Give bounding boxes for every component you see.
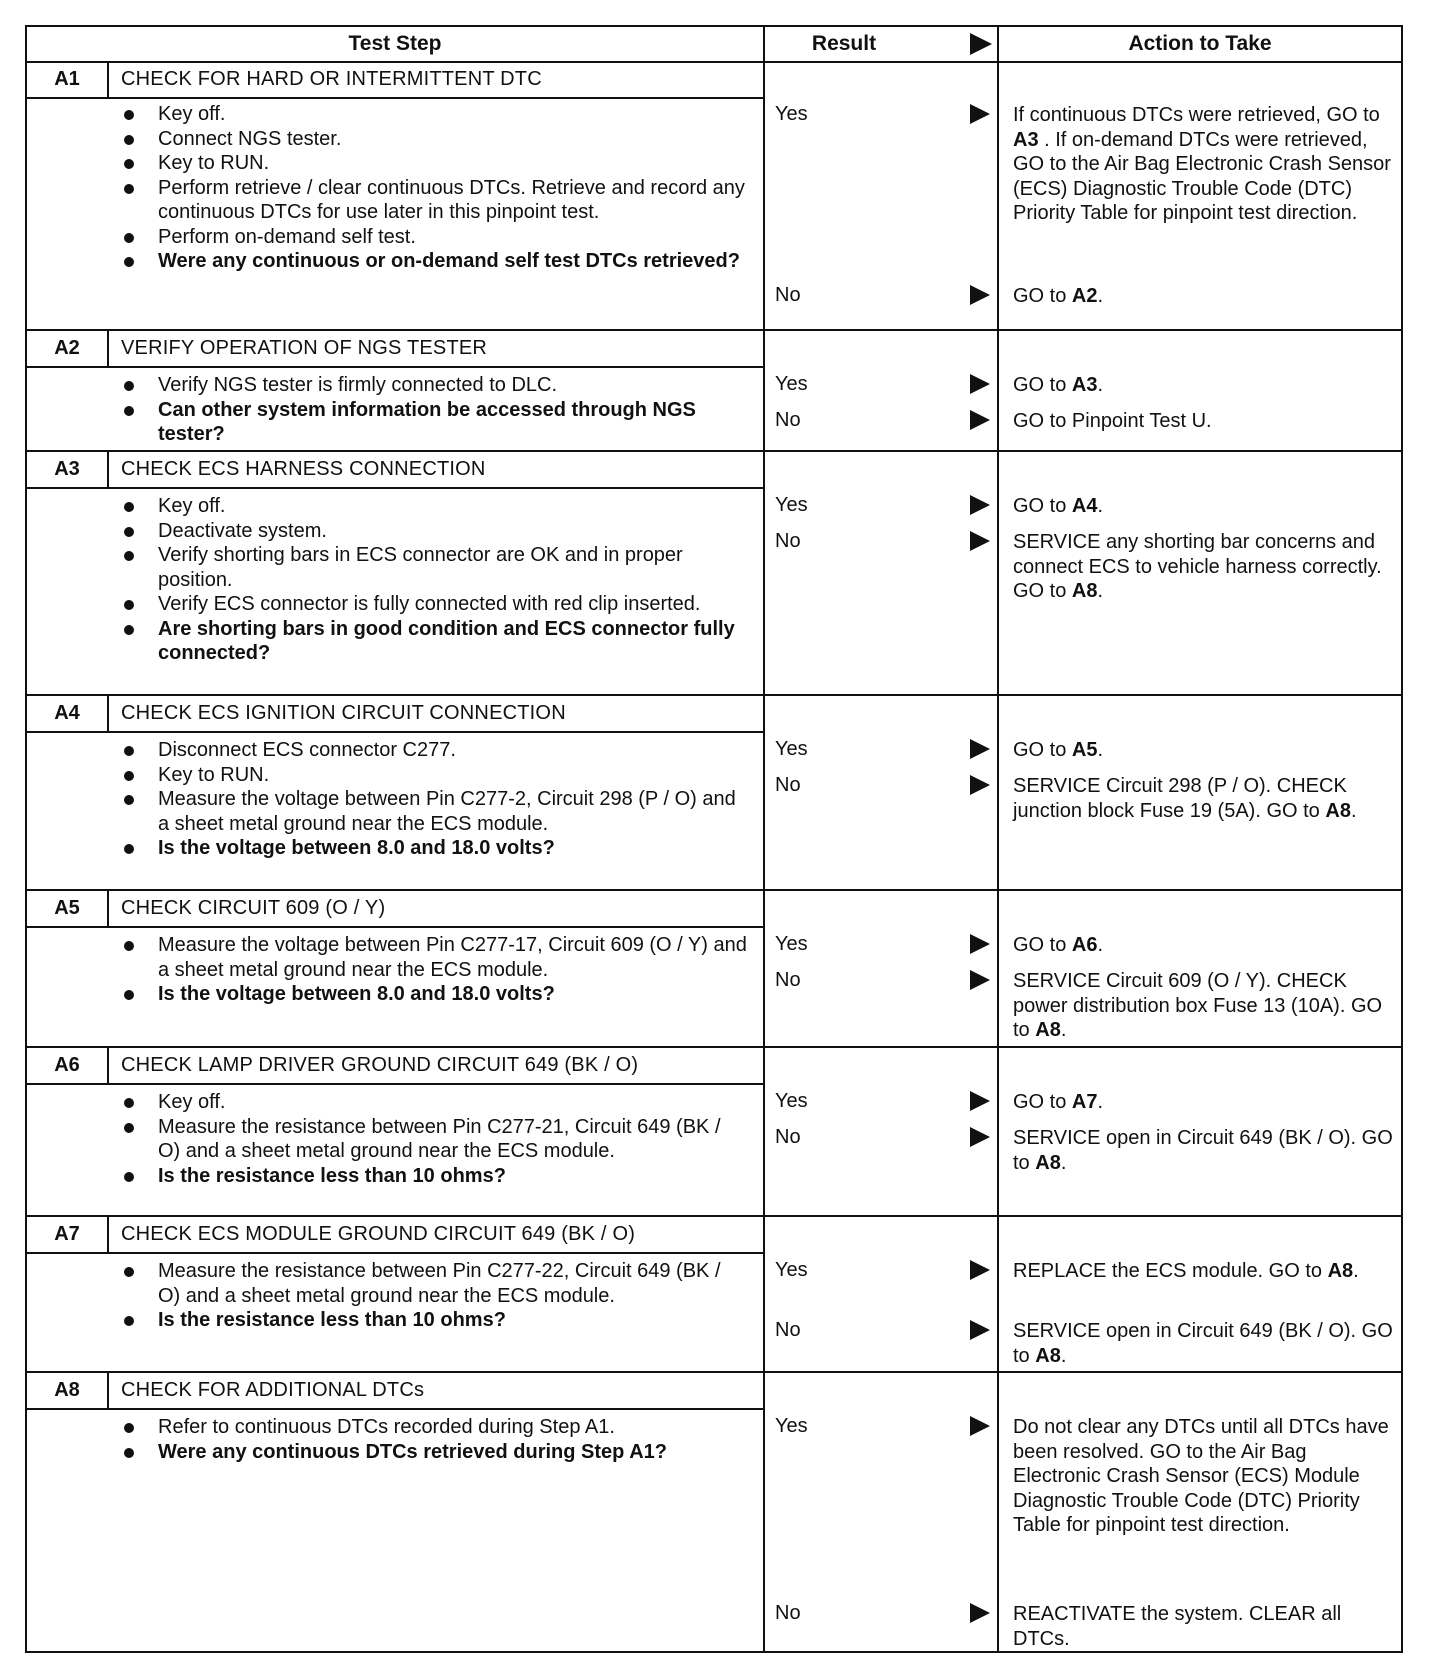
action-segment: A6 [1071, 934, 1098, 956]
result-arrow-icon [970, 495, 990, 515]
step-title: CHECK ECS HARNESS CONNECTION [121, 458, 486, 480]
result-no: No [775, 969, 801, 991]
step-checklist [118, 102, 748, 274]
action-text [1013, 530, 1393, 604]
checklist-item [118, 592, 748, 617]
action-segment: . [1060, 1344, 1067, 1367]
action-segment: . [1350, 799, 1357, 822]
bullet-icon [124, 135, 134, 145]
result-arrow-icon [970, 1603, 990, 1623]
bullet-icon [124, 1423, 134, 1433]
action-segment: . [1060, 1019, 1067, 1041]
action-segment: . [1097, 285, 1104, 307]
checklist-item [118, 519, 748, 544]
checklist-item-text: Measure the resistance between Pin C277-22, Circuit 649 (BK / O) and a sheet metal ground near the ECS module. [158, 1260, 721, 1307]
checklist-item [118, 1440, 748, 1465]
action-segment: A7 [1071, 1091, 1098, 1113]
checklist-item-text: Measure the voltage between Pin C277-17, Circuit 609 (O / Y) and a sheet metal ground near the ECS module. [158, 934, 747, 981]
action-text [1013, 1319, 1393, 1368]
bullet-icon [124, 184, 134, 194]
bullet-icon [124, 551, 134, 561]
bullet-icon [124, 159, 134, 169]
checklist-item [118, 933, 748, 982]
checklist-item-text: Were any continuous DTCs retrieved during Step A1? [158, 1440, 667, 1463]
checklist-item [118, 151, 748, 176]
action-segment: SERVICE Circuit 609 (O / Y). CHECK power distribution box Fuse 13 (10A). GO to [1013, 970, 1383, 1041]
step-id: A8 [54, 1379, 80, 1401]
step-title: CHECK CIRCUIT 609 (O / Y) [121, 897, 386, 919]
step-title: CHECK ECS MODULE GROUND CIRCUIT 649 (BK / O) [121, 1223, 636, 1245]
result-arrow-icon [970, 1320, 990, 1340]
checklist-item-text: Measure the voltage between Pin C277-2, Circuit 298 (P / O) and a sheet metal ground near the ECS module. [158, 788, 736, 835]
checklist-item-text: Connect NGS tester. [158, 127, 342, 150]
step-checklist [118, 373, 748, 447]
checklist-item-text: Verify NGS tester is firmly connected to DLC. [158, 374, 558, 396]
checklist-item [118, 1308, 748, 1333]
action-text [1013, 494, 1393, 519]
result-arrow-icon [970, 934, 990, 954]
checklist-item-text: Can other system information be accessed through NGS tester? [158, 398, 696, 445]
checklist-item [118, 617, 748, 666]
result-no: No [775, 284, 801, 306]
action-text [1013, 103, 1393, 226]
checklist-item [118, 494, 748, 519]
action-segment: . [1097, 934, 1104, 956]
checklist-item-text: Measure the resistance between Pin C277-21, Circuit 649 (BK / O) and a sheet metal ground near the ECS module. [158, 1115, 721, 1162]
result-yes: Yes [775, 933, 808, 955]
step-title: CHECK LAMP DRIVER GROUND CIRCUIT 649 (BK / O) [121, 1054, 639, 1076]
checklist-item-text: Key to RUN. [158, 763, 270, 786]
result-arrow-icon [970, 531, 990, 551]
checklist-item [118, 373, 748, 398]
action-segment: GO to Pinpoint Test U. [1013, 410, 1212, 432]
action-segment: A8 [1071, 580, 1098, 602]
action-segment: A5 [1071, 739, 1098, 761]
step-id: A7 [54, 1223, 80, 1245]
bullet-icon [124, 233, 134, 243]
result-no: No [775, 1602, 801, 1624]
action-segment: A2 [1071, 285, 1098, 307]
step-checklist [118, 1259, 748, 1333]
checklist-item [118, 102, 748, 127]
bullet-icon [124, 746, 134, 756]
result-no: No [775, 1126, 801, 1148]
action-text [1013, 1126, 1393, 1175]
step-title: VERIFY OPERATION OF NGS TESTER [121, 337, 488, 359]
bullet-icon [124, 990, 134, 1000]
result-no: No [775, 409, 801, 431]
step-id: A1 [54, 68, 80, 90]
action-segment: REACTIVATE the system. CLEAR all DTCs. [1013, 1603, 1342, 1650]
action-text [1013, 409, 1393, 434]
checklist-item [118, 738, 748, 763]
result-no: No [775, 774, 801, 796]
step-id: A6 [54, 1054, 80, 1076]
action-segment: A3 [1013, 128, 1039, 151]
action-segment: SERVICE open in Circuit 649 (BK / O). GO to [1013, 1320, 1393, 1367]
action-segment: SERVICE open in Circuit 649 (BK / O). GO to [1013, 1127, 1393, 1174]
bullet-icon [124, 844, 134, 854]
checklist-item [118, 982, 748, 1007]
action-segment: A8 [1325, 799, 1351, 822]
step-title: CHECK ECS IGNITION CIRCUIT CONNECTION [121, 702, 566, 724]
action-text [1013, 284, 1393, 309]
result-yes: Yes [775, 1259, 808, 1281]
action-segment: If continuous DTCs were retrieved, GO to [1013, 104, 1380, 126]
action-segment: GO to [1013, 495, 1072, 517]
result-no: No [775, 530, 801, 552]
checklist-item [118, 1415, 748, 1440]
result-arrow-icon [970, 739, 990, 759]
checklist-item-text: Is the resistance less than 10 ohms? [158, 1309, 506, 1331]
action-text [1013, 1090, 1393, 1115]
result-yes: Yes [775, 103, 808, 125]
checklist-item [118, 1259, 748, 1308]
action-text [1013, 969, 1393, 1043]
action-segment: A8 [1327, 1260, 1354, 1282]
action-segment: GO to [1013, 374, 1072, 396]
checklist-item-text: Key off. [158, 1091, 226, 1113]
action-segment: A8 [1035, 1019, 1061, 1041]
checklist-item-text: Refer to continuous DTCs recorded during Step A1. [158, 1416, 615, 1438]
action-text [1013, 933, 1393, 958]
step-id: A3 [54, 458, 80, 480]
result-arrow-icon [970, 1260, 990, 1280]
step-id: A5 [54, 897, 80, 919]
action-segment: A3 [1071, 374, 1098, 396]
bullet-icon [124, 1123, 134, 1133]
action-text [1013, 774, 1393, 823]
checklist-item-text: Verify ECS connector is fully connected with red clip inserted. [158, 593, 701, 615]
checklist-item-text: Were any continuous or on-demand self test DTCs retrieved? [158, 250, 740, 272]
action-segment: GO to [1013, 739, 1072, 761]
action-segment: A8 [1035, 1151, 1061, 1174]
bullet-icon [124, 1448, 134, 1458]
bullet-icon [124, 502, 134, 512]
step-id: A4 [54, 702, 80, 724]
bullet-icon [124, 527, 134, 537]
bullet-icon [124, 600, 134, 610]
checklist-item [118, 1090, 748, 1115]
step-title: CHECK FOR HARD OR INTERMITTENT DTC [121, 68, 542, 90]
action-segment: . [1097, 580, 1104, 602]
result-arrow-icon [970, 374, 990, 394]
result-arrow-icon [970, 285, 990, 305]
action-segment: . If on-demand DTCs were retrieved, GO to the Air Bag Electronic Crash Sensor (ECS) Diagnostic Trouble Code (DTC) Priority Table for pinpoint test direction. [1013, 128, 1391, 224]
bullet-icon [124, 381, 134, 391]
step-id: A2 [54, 337, 80, 359]
header-test-step: Test Step [348, 32, 442, 55]
result-yes: Yes [775, 738, 808, 760]
action-segment: REPLACE the ECS module. GO to [1013, 1260, 1328, 1282]
action-segment: . [1353, 1260, 1359, 1282]
checklist-item-text: Perform retrieve / clear continuous DTCs. Retrieve and record any continuous DTCs for use later in this pinpoint test. [158, 176, 745, 223]
action-segment: A4 [1071, 495, 1098, 517]
action-segment: Do not clear any DTCs until all DTCs have been resolved. GO to the Air Bag Electronic Crash Sensor (ECS) Module Diagnostic Trouble Code (DTC) Priority Table for pinpoint test direction. [1013, 1416, 1389, 1536]
action-text [1013, 738, 1393, 763]
bullet-icon [124, 941, 134, 951]
bullet-icon [124, 1098, 134, 1108]
action-segment: GO to [1013, 934, 1072, 956]
checklist-item-text: Verify shorting bars in ECS connector are OK and in proper position. [158, 544, 683, 591]
action-segment: SERVICE Circuit 298 (P / O). CHECK junction block Fuse 19 (5A). GO to [1013, 775, 1347, 822]
bullet-icon [124, 257, 134, 267]
step-title: CHECK FOR ADDITIONAL DTCs [121, 1379, 425, 1401]
result-arrow-icon [970, 104, 990, 124]
checklist-item [118, 176, 748, 225]
action-text [1013, 1602, 1393, 1651]
checklist-item [118, 763, 748, 788]
bullet-icon [124, 1172, 134, 1182]
action-segment: A8 [1035, 1344, 1061, 1367]
step-checklist [118, 1090, 748, 1188]
result-arrow-icon [970, 775, 990, 795]
checklist-item [118, 249, 748, 274]
checklist-item [118, 787, 748, 836]
action-text [1013, 1259, 1393, 1284]
action-segment: . [1060, 1151, 1067, 1174]
result-arrow-icon [970, 970, 990, 990]
header-result: Result [811, 32, 877, 55]
action-text [1013, 1415, 1393, 1538]
checklist-item-text: Are shorting bars in good condition and ECS connector fully connected? [158, 617, 735, 664]
checklist-item-text: Key off. [158, 103, 226, 125]
bullet-icon [124, 1267, 134, 1277]
bullet-icon [124, 1316, 134, 1326]
action-segment: . [1097, 1091, 1104, 1113]
step-checklist [118, 1415, 748, 1464]
result-arrow-icon [970, 1416, 990, 1436]
step-checklist [118, 738, 748, 861]
step-checklist [118, 933, 748, 1007]
step-checklist [118, 494, 748, 666]
action-segment: SERVICE any shorting bar concerns and connect ECS to vehicle harness correctly. GO to [1013, 531, 1382, 602]
bullet-icon [124, 771, 134, 781]
bullet-icon [124, 110, 134, 120]
action-segment: . [1097, 374, 1104, 396]
result-yes: Yes [775, 1090, 808, 1112]
action-segment: GO to [1013, 1091, 1072, 1113]
bullet-icon [124, 795, 134, 805]
checklist-item-text: Is the voltage between 8.0 and 18.0 volts? [158, 983, 555, 1005]
checklist-item [118, 836, 748, 861]
action-segment: . [1097, 495, 1104, 517]
bullet-icon [124, 406, 134, 416]
checklist-item-text: Key to RUN. [158, 152, 270, 174]
checklist-item-text: Is the voltage between 8.0 and 18.0 volts? [158, 837, 555, 859]
bullet-icon [124, 625, 134, 635]
checklist-item [118, 543, 748, 592]
result-yes: Yes [775, 373, 808, 395]
result-no: No [775, 1319, 801, 1341]
result-arrow-icon [970, 1127, 990, 1147]
checklist-item [118, 1164, 748, 1189]
result-yes: Yes [775, 1415, 808, 1437]
result-arrow-icon [970, 1091, 990, 1111]
header-action: Action to Take [1128, 32, 1272, 55]
checklist-item-text: Key off. [158, 495, 226, 517]
checklist-item-text: Disconnect ECS connector C277. [158, 739, 456, 761]
checklist-item-text: Deactivate system. [158, 519, 327, 542]
checklist-item [118, 127, 748, 152]
checklist-item [118, 398, 748, 447]
action-segment: GO to [1013, 285, 1072, 307]
checklist-item [118, 1115, 748, 1164]
result-yes: Yes [775, 494, 808, 516]
checklist-item-text: Is the resistance less than 10 ohms? [158, 1164, 506, 1187]
action-text [1013, 373, 1393, 398]
checklist-item [118, 225, 748, 250]
action-segment: . [1097, 739, 1104, 761]
result-arrow-icon [970, 410, 990, 430]
checklist-item-text: Perform on-demand self test. [158, 225, 416, 248]
